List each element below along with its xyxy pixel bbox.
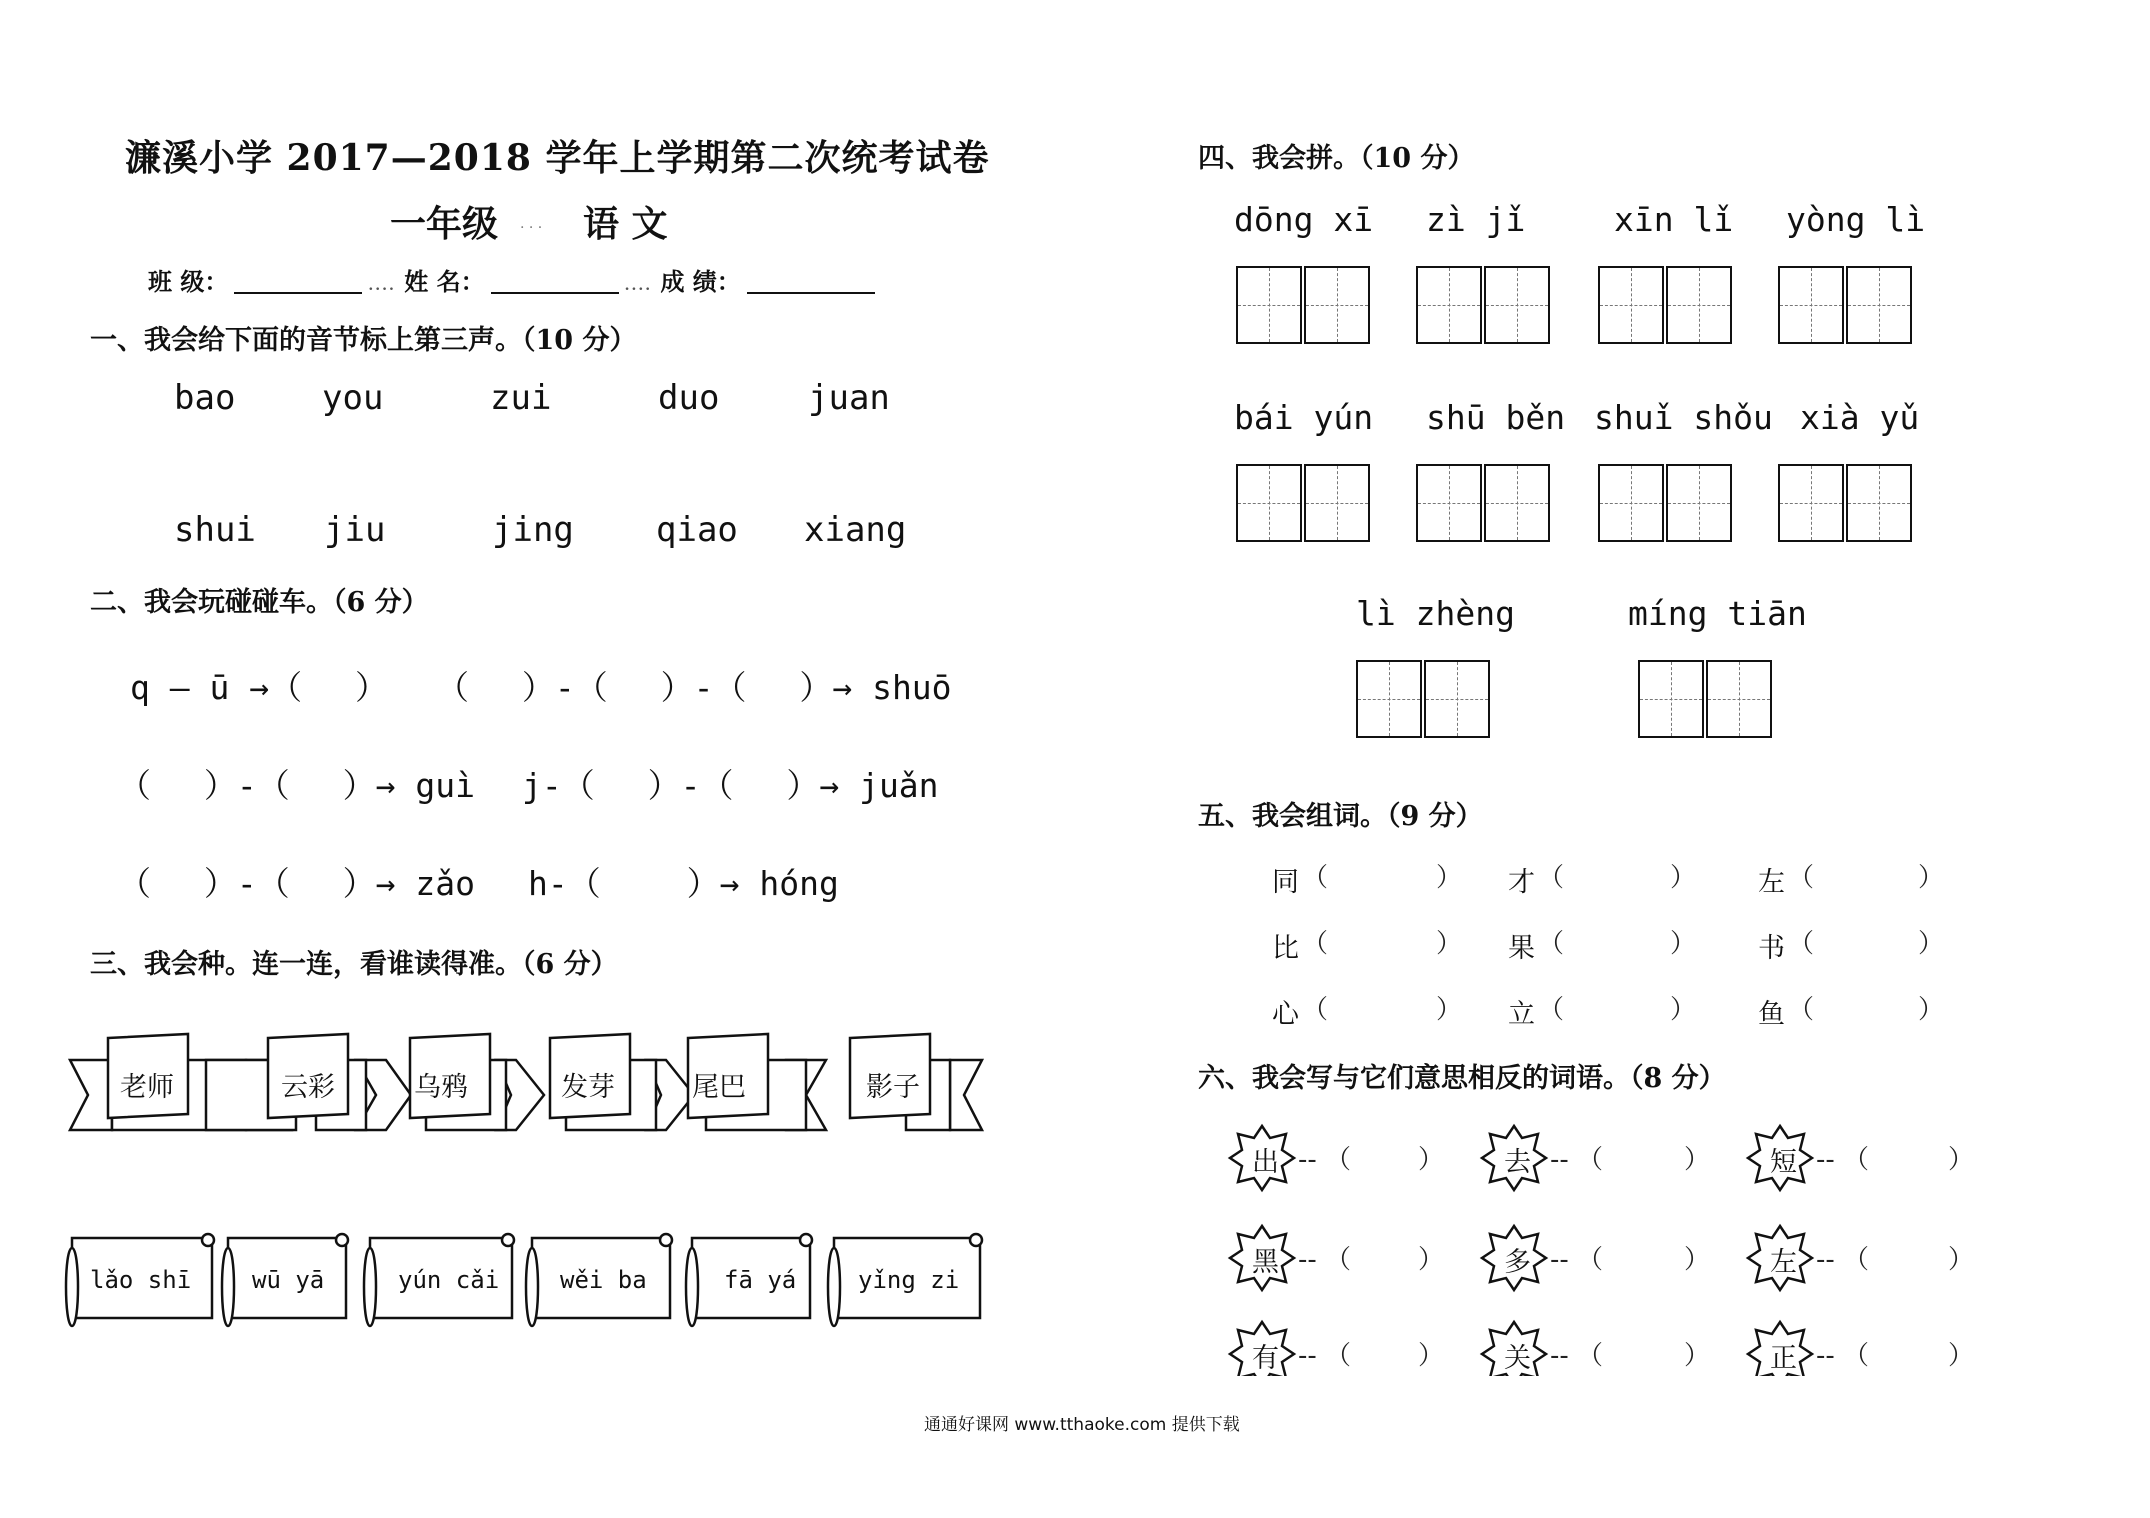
banner-row — [66, 1030, 986, 1150]
svg-text:）: ） — [1684, 1245, 1711, 1275]
s4-pinyin: zì jǐ — [1426, 200, 1526, 239]
svg-text:（: （ — [1302, 995, 1329, 1025]
svg-text:-- （: -- （ — [1550, 1341, 1604, 1371]
svg-text:-- （: -- （ — [1298, 1145, 1352, 1175]
s3-pinyin: yún cǎi — [398, 1266, 500, 1294]
s1-syllable: bao — [174, 378, 236, 418]
name-label: 姓 名： — [404, 267, 485, 296]
tianzige[interactable] — [1416, 266, 1550, 344]
section6-title: 六、我会写与它们意思相反的词语。（8 分） — [1198, 1063, 1726, 1094]
s4-pinyin: lì zhèng — [1356, 594, 1515, 633]
exam-subject: 语 文 — [583, 203, 668, 245]
class-field[interactable] — [234, 292, 362, 294]
s6-char: 有 — [1252, 1343, 1279, 1374]
s1-syllable: qiao — [656, 510, 738, 550]
footer-credit: 通通好课网 www.tthaoke.com 提供下载 — [924, 1415, 1240, 1435]
svg-text:）: ） — [1670, 863, 1697, 893]
svg-text:）: ） — [1418, 1341, 1445, 1371]
s1-syllable: jiu — [324, 510, 386, 550]
svg-text:-- （: -- （ — [1550, 1245, 1604, 1275]
s3-word: 云彩 — [281, 1072, 335, 1103]
svg-text:）: ） — [1436, 929, 1463, 959]
svg-text:）: ） — [1684, 1145, 1711, 1175]
svg-text:）: ） — [1918, 863, 1945, 893]
svg-text:）: ） — [1418, 1145, 1445, 1175]
s5-char: 左 — [1758, 867, 1785, 898]
s3-word: 乌鸦 — [414, 1072, 468, 1103]
score-label: 成 绩： — [660, 267, 741, 296]
svg-text:（: （ — [1788, 929, 1815, 959]
svg-text:（: （ — [1538, 863, 1565, 893]
s4-pinyin: xià yǔ — [1800, 398, 1920, 437]
tianzige[interactable] — [1778, 266, 1912, 344]
dots: . . . — [520, 216, 543, 232]
svg-text:）: ） — [1948, 1245, 1975, 1275]
tianzige[interactable] — [1356, 660, 1490, 738]
s1-syllable: zui — [490, 378, 552, 418]
s5-char: 书 — [1758, 933, 1785, 964]
svg-text:（: （ — [1302, 929, 1329, 959]
s2-item: （ ）-（ ）→ zǎo — [118, 864, 475, 903]
svg-text:-- （: -- （ — [1816, 1341, 1870, 1371]
s6-char: 多 — [1504, 1247, 1531, 1278]
s1-syllable: xiang — [804, 510, 907, 550]
section3-title: 三、我会种。连一连，看谁读得准。（6 分） — [90, 949, 618, 980]
scroll-row — [60, 1222, 990, 1342]
s2-item: j-（ ）-（ ）→ juǎn — [522, 766, 939, 805]
s5-char: 立 — [1508, 999, 1535, 1030]
svg-text:（: （ — [1788, 863, 1815, 893]
svg-text:）: ） — [1948, 1341, 1975, 1371]
s4-pinyin: míng tiān — [1628, 594, 1807, 633]
s1-syllable: shui — [174, 510, 256, 550]
svg-text:）: ） — [1436, 995, 1463, 1025]
s3-word: 老师 — [120, 1072, 174, 1103]
svg-text:）: ） — [1670, 995, 1697, 1025]
svg-text:）: ） — [1670, 929, 1697, 959]
svg-text:（: （ — [1538, 929, 1565, 959]
tianzige[interactable] — [1778, 464, 1912, 542]
s3-pinyin: wěi ba — [560, 1266, 647, 1294]
s3-pinyin: wū yā — [252, 1266, 325, 1294]
s5-char: 果 — [1508, 933, 1535, 964]
tianzige[interactable] — [1638, 660, 1772, 738]
svg-text:）: ） — [1918, 995, 1945, 1025]
s6-char: 关 — [1504, 1343, 1531, 1374]
svg-text:）: ） — [1948, 1145, 1975, 1175]
svg-text:）: ） — [1684, 1341, 1711, 1371]
svg-text:-- （: -- （ — [1816, 1245, 1870, 1275]
s2-item: （ ）-（ ）-（ ）→ shuō — [436, 668, 952, 707]
s3-word: 尾巴 — [692, 1072, 746, 1103]
svg-text:-- （: -- （ — [1816, 1145, 1870, 1175]
svg-text:（: （ — [1788, 995, 1815, 1025]
s6-char: 出 — [1252, 1147, 1279, 1178]
section2-title: 二、我会玩碰碰车。（6 分） — [90, 587, 429, 618]
s4-pinyin: shū běn — [1426, 398, 1566, 437]
tianzige[interactable] — [1416, 464, 1550, 542]
section5-title: 五、我会组词。（9 分） — [1198, 801, 1483, 832]
svg-text:-- （: -- （ — [1550, 1145, 1604, 1175]
s3-word: 发芽 — [561, 1072, 615, 1103]
svg-text:-- （: -- （ — [1298, 1341, 1352, 1371]
s6-char: 黑 — [1252, 1247, 1279, 1278]
tianzige[interactable] — [1598, 464, 1732, 542]
exam-grade: 一年级 — [390, 203, 499, 245]
svg-text:-- （: -- （ — [1298, 1245, 1352, 1275]
s2-item: h-（ ）→ hóng — [528, 864, 839, 903]
tianzige[interactable] — [1236, 266, 1370, 344]
class-label: 班 级： — [148, 267, 229, 296]
svg-text:）: ） — [1918, 929, 1945, 959]
svg-text:）: ） — [1436, 863, 1463, 893]
s5-char: 才 — [1508, 867, 1535, 898]
s6-char: 左 — [1770, 1247, 1797, 1278]
s4-pinyin: dōng xī — [1234, 200, 1374, 239]
s6-char: 正 — [1770, 1343, 1797, 1374]
section1-title: 一、我会给下面的音节标上第三声。（10 分） — [90, 325, 637, 356]
s6-stars — [1226, 1116, 1986, 1376]
svg-text:）: ） — [1418, 1245, 1445, 1275]
tianzige[interactable] — [1598, 266, 1732, 344]
exam-title: 濂溪小学 2017—2018 学年上学期第二次统考试卷 — [125, 137, 990, 179]
student-info: 班 级： .... 姓 名： .... 成 绩： — [148, 262, 881, 297]
s5-char: 比 — [1272, 933, 1299, 964]
svg-text:（: （ — [1302, 863, 1329, 893]
s1-syllable: you — [322, 378, 384, 418]
s1-syllable: duo — [658, 378, 720, 418]
s2-item: （ ）-（ ）→ guì — [118, 766, 475, 805]
s5-char: 心 — [1272, 999, 1299, 1030]
tianzige[interactable] — [1236, 464, 1370, 542]
s3-pinyin: lǎo shī — [90, 1266, 192, 1294]
name-field[interactable] — [491, 292, 619, 294]
s4-pinyin: xīn lǐ — [1614, 200, 1734, 239]
s5-char: 鱼 — [1758, 999, 1785, 1030]
s5-char: 同 — [1272, 867, 1299, 898]
s3-pinyin: fā yá — [724, 1266, 797, 1294]
s3-word: 影子 — [866, 1072, 920, 1103]
s5-brackets — [1300, 856, 1960, 1036]
s4-pinyin: yòng lì — [1786, 200, 1926, 239]
s2-item: q — ū →（ ） — [130, 668, 388, 707]
s4-pinyin: bái yún — [1234, 398, 1374, 437]
s4-pinyin: shuǐ shǒu — [1594, 398, 1773, 437]
svg-text:（: （ — [1538, 995, 1565, 1025]
s1-syllable: juan — [808, 378, 890, 418]
s1-syllable: jing — [492, 510, 574, 550]
s6-char: 短 — [1770, 1147, 1797, 1178]
s3-pinyin: yǐng zi — [858, 1266, 960, 1294]
s6-char: 去 — [1504, 1147, 1531, 1178]
score-field[interactable] — [747, 292, 875, 294]
section4-title: 四、我会拼。（10 分） — [1198, 143, 1475, 174]
